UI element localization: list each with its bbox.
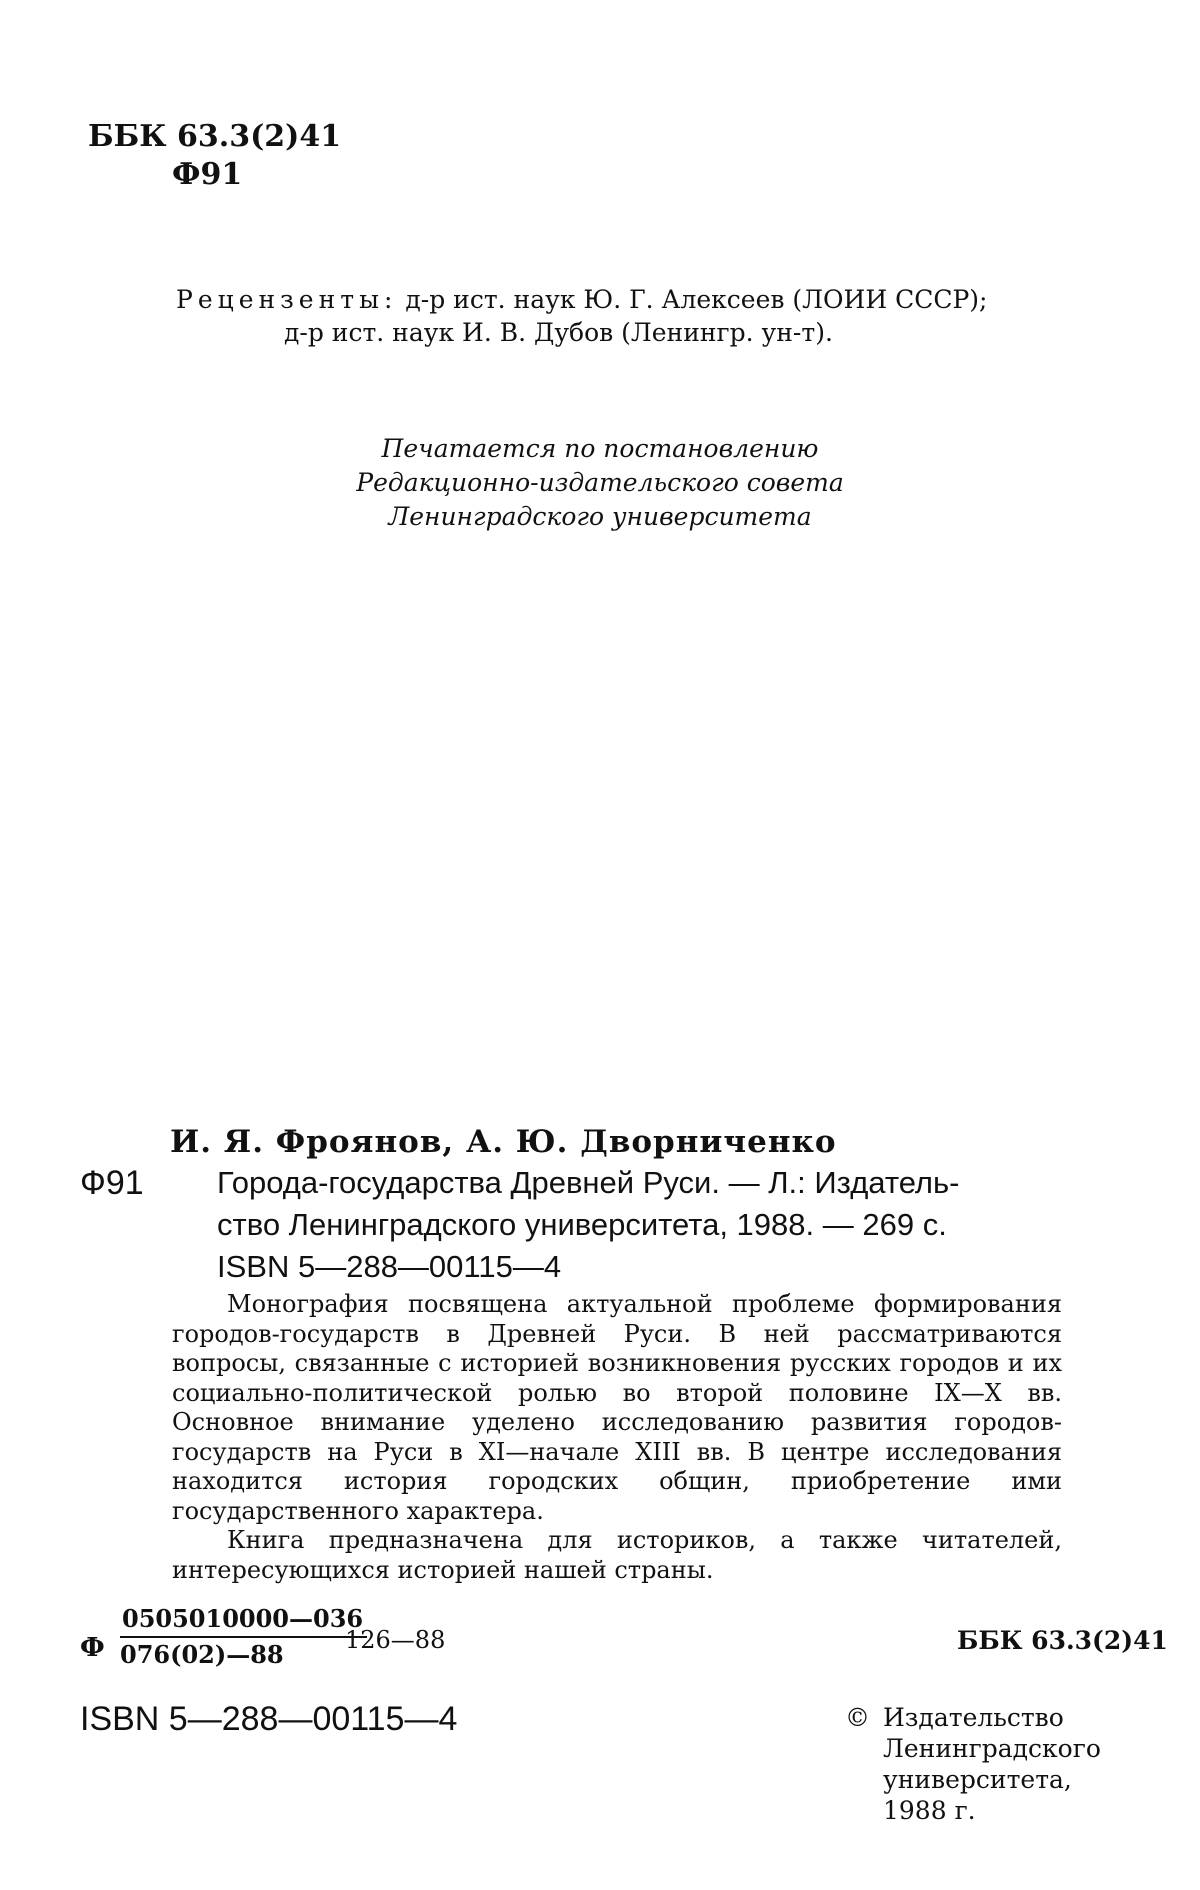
bibliographic-line: Города-государства Древней Руси. — Л.: Издатель- xyxy=(217,1165,960,1200)
copyright-line: университета, xyxy=(883,1765,1072,1794)
authors-heading: И. Я. Фроянов, А. Ю. Дворниченко xyxy=(170,1124,837,1160)
reviewer-line-2: д-р ист. наук И. В. Дубов (Ленингр. ун-т). xyxy=(284,318,833,347)
bbk-classification xyxy=(88,118,341,194)
footer-isbn: ISBN 5—288—00115—4 xyxy=(80,1700,458,1738)
reviewers-label: Рецензенты: xyxy=(176,285,398,314)
index-denominator: 076(02)—88 xyxy=(120,1640,284,1669)
copyright-icon: © xyxy=(845,1703,870,1732)
bibliographic-description xyxy=(217,1162,1117,1288)
index-numerator: 0505010000—036 xyxy=(120,1604,367,1638)
abstract-paragraph: Монография посвящена актуальной проблеме формирования городов-государств в Древней Руси. В ней рассматриваются вопросы, связанные с историей возникновения русских городов и их социально-политической ролью во второй половине IX—X вв. Основное внимание уделено исследованию развития городов-государств на Руси в XI—начале XIII вв. В центре исследования находится история городских общин, приобретение ими государственного характера. xyxy=(172,1290,1062,1525)
abstract-paragraph: Книга предназначена для историков, а также читателей, интересующихся историей нашей страны. xyxy=(172,1526,1062,1584)
bibliographic-isbn: ISBN 5—288—00115—4 xyxy=(217,1249,562,1284)
reviewer-line-1: д-р ист. наук Ю. Г. Алексеев (ЛОИИ СССР); xyxy=(405,285,988,314)
reviewers-block xyxy=(176,283,987,349)
bibliographic-line: ство Ленинградского университета, 1988. — 269 с. xyxy=(217,1207,947,1242)
index-suffix: 126—88 xyxy=(345,1626,446,1654)
authorization-line: Редакционно-издательского совета xyxy=(356,468,844,497)
footer-bbk-code: ББК 63.3(2)41 xyxy=(957,1626,1168,1655)
index-fraction xyxy=(120,1604,367,1670)
authorization-line: Ленинградского университета xyxy=(388,502,812,531)
abstract xyxy=(172,1290,1062,1585)
author-mark: Ф91 xyxy=(172,157,243,192)
copyright-line: Ленинградского xyxy=(883,1734,1101,1763)
copyright-block xyxy=(845,1702,1101,1826)
index-prefix: Ф xyxy=(80,1633,105,1663)
bbk-code: ББК 63.3(2)41 xyxy=(88,119,342,154)
copyright-line: 1988 г. xyxy=(883,1796,976,1825)
copyright-line: Издательство xyxy=(883,1703,1064,1732)
bibliographic-code: Ф91 xyxy=(80,1164,144,1202)
authorization-line: Печатается по постановлению xyxy=(381,434,819,463)
publication-authorization xyxy=(340,432,860,534)
